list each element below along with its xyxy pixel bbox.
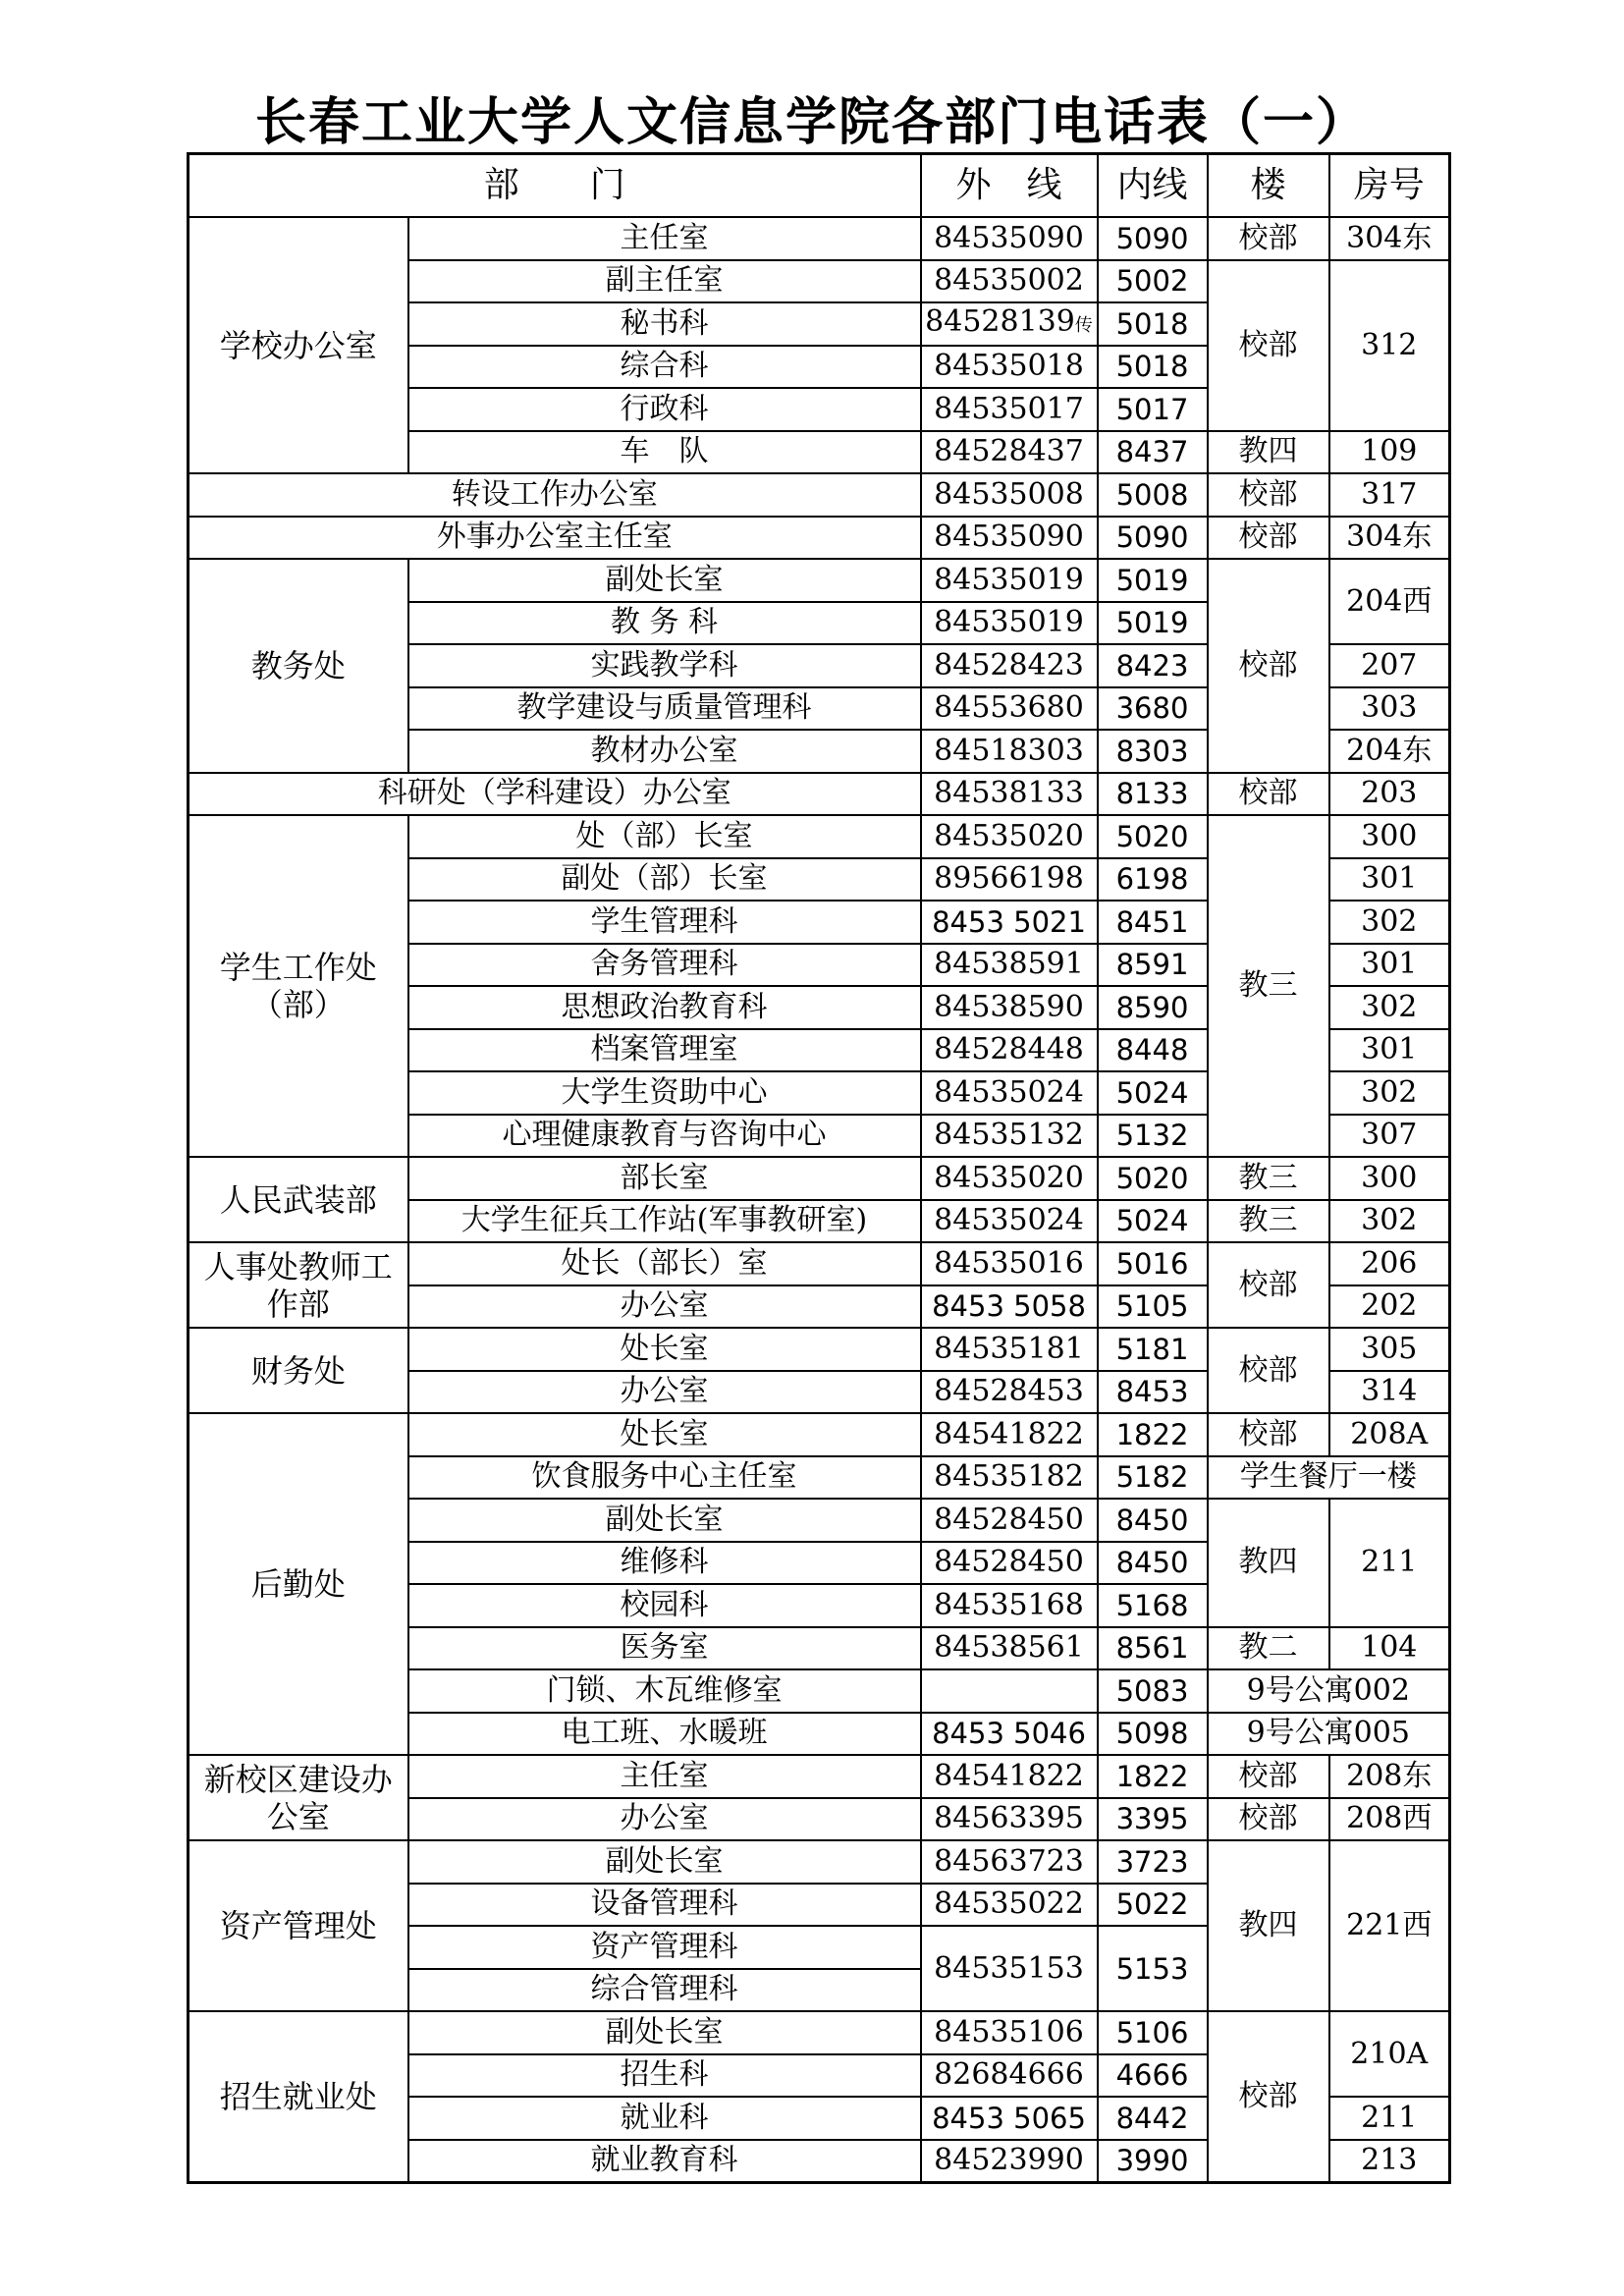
room: 207: [1329, 644, 1450, 687]
outer-line: 84535018: [921, 346, 1098, 389]
phone-directory-table: [187, 152, 1451, 2184]
sub-dept: 教材办公室: [408, 730, 921, 773]
room: 109: [1329, 431, 1450, 474]
sub-dept: 就业教育科: [408, 2140, 921, 2183]
group-name: 招生就业处: [189, 2011, 408, 2183]
outer-line: 84535106: [921, 2011, 1098, 2054]
inner-line: 5018: [1098, 346, 1208, 389]
outer-line: 84563395: [921, 1798, 1098, 1841]
outer-line: 84523990: [921, 2140, 1098, 2183]
inner-line: 3680: [1098, 687, 1208, 731]
outer-line: 84535090: [921, 217, 1098, 260]
room: 301: [1329, 944, 1450, 987]
sub-dept: 大学生征兵工作站(军事教研室): [408, 1200, 921, 1243]
inner-line: 8442: [1098, 2097, 1208, 2140]
group-name: 学校办公室: [189, 217, 408, 473]
outer-line: 82684666: [921, 2054, 1098, 2098]
outer-line: 84538591: [921, 944, 1098, 987]
inner-line: 5024: [1098, 1200, 1208, 1243]
outer-line: 84535020: [921, 1157, 1098, 1200]
inner-line: 1822: [1098, 1413, 1208, 1456]
sub-dept: 副处（部）长室: [408, 858, 921, 902]
room: 300: [1329, 1157, 1450, 1200]
sub-dept: 外事办公室主任室: [189, 517, 921, 560]
outer-line: 84535020: [921, 815, 1098, 858]
room: 211: [1329, 2097, 1450, 2140]
outer-line: 84538133: [921, 773, 1098, 816]
building: 校部: [1208, 1413, 1329, 1456]
room: 304东: [1329, 217, 1450, 260]
room: 317: [1329, 473, 1450, 517]
inner-line: 8303: [1098, 730, 1208, 773]
outer-line: [921, 1669, 1098, 1713]
sub-dept: 办公室: [408, 1798, 921, 1841]
header-building: 楼: [1208, 154, 1329, 218]
room: 206: [1329, 1242, 1450, 1285]
inner-line: 8423: [1098, 644, 1208, 687]
sub-dept: 转设工作办公室: [189, 473, 921, 517]
inner-line: 8437: [1098, 431, 1208, 474]
table-row: [189, 517, 1450, 560]
outer-line: 84535017: [921, 388, 1098, 431]
inner-line: 3990: [1098, 2140, 1208, 2183]
sub-dept: 电工班、水暖班: [408, 1713, 921, 1756]
sub-dept: 实践教学科: [408, 644, 921, 687]
outer-line: 84535181: [921, 1328, 1098, 1371]
table-row: [189, 217, 1450, 260]
outer-line: 84541822: [921, 1413, 1098, 1456]
group-name: 教务处: [189, 559, 408, 773]
outer-line: 84535182: [921, 1456, 1098, 1500]
sub-dept: 就业科: [408, 2097, 921, 2140]
inner-line: 5153: [1098, 1926, 1208, 2011]
building: 校部: [1208, 559, 1329, 773]
building: 校部: [1208, 260, 1329, 431]
header-room: 房号: [1329, 154, 1450, 218]
room: 314: [1329, 1371, 1450, 1414]
building: 校部: [1208, 1755, 1329, 1798]
location: 9号公寓005: [1208, 1713, 1450, 1756]
room: 312: [1329, 260, 1450, 431]
outer-line: 84535024: [921, 1071, 1098, 1115]
outer-line: 84535019: [921, 559, 1098, 602]
inner-line: 5020: [1098, 1157, 1208, 1200]
outer-line: 8453 5065: [921, 2097, 1098, 2140]
room: 204东: [1329, 730, 1450, 773]
inner-line: 5105: [1098, 1285, 1208, 1329]
sub-dept: 处长（部长）室: [408, 1242, 921, 1285]
table-row: [189, 1328, 1450, 1371]
sub-dept: 教学建设与质量管理科: [408, 687, 921, 731]
header-row: [189, 154, 1450, 218]
outer-line: 84535008: [921, 473, 1098, 517]
sub-dept: 副主任室: [408, 260, 921, 303]
building: 教四: [1208, 431, 1329, 474]
outer-line: 84528423: [921, 644, 1098, 687]
room: 302: [1329, 1071, 1450, 1115]
outer-number: 84528139: [925, 303, 1075, 339]
table-row: [189, 559, 1450, 602]
outer-line: 84535024: [921, 1200, 1098, 1243]
sub-dept: 办公室: [408, 1371, 921, 1414]
sub-dept: 处长室: [408, 1328, 921, 1371]
room: 302: [1329, 1200, 1450, 1243]
sub-dept: 学生管理科: [408, 901, 921, 944]
group-name: 人民武装部: [189, 1157, 408, 1242]
inner-line: 8591: [1098, 944, 1208, 987]
sub-dept: 部长室: [408, 1157, 921, 1200]
room: 221西: [1329, 1840, 1450, 2011]
room: 302: [1329, 901, 1450, 944]
location: 9号公寓002: [1208, 1669, 1450, 1713]
sub-dept: 主任室: [408, 1755, 921, 1798]
inner-line: 5020: [1098, 815, 1208, 858]
outer-line: 84535153: [921, 1926, 1098, 2011]
fax-note: 传: [1074, 314, 1093, 336]
table-row: [189, 1840, 1450, 1884]
building: 校部: [1208, 1242, 1329, 1328]
outer-line: 84563723: [921, 1840, 1098, 1884]
inner-line: 4666: [1098, 2054, 1208, 2098]
inner-line: 5132: [1098, 1115, 1208, 1158]
sub-dept: 招生科: [408, 2054, 921, 2098]
sub-dept: 办公室: [408, 1285, 921, 1329]
group-name: 后勤处: [189, 1413, 408, 1755]
sub-dept: 大学生资助中心: [408, 1071, 921, 1115]
inner-line: 5016: [1098, 1242, 1208, 1285]
room: 202: [1329, 1285, 1450, 1329]
room: 301: [1329, 1029, 1450, 1072]
sub-dept: 处（部）长室: [408, 815, 921, 858]
sub-dept: 思想政治教育科: [408, 986, 921, 1029]
page-title: 长春工业大学人文信息学院各部门电话表（一）: [254, 93, 1369, 152]
table-row: [189, 773, 1450, 816]
sub-dept: 秘书科: [408, 302, 921, 346]
inner-line: 6198: [1098, 858, 1208, 902]
outer-line: 84553680: [921, 687, 1098, 731]
building: 教三: [1208, 815, 1329, 1157]
inner-line: 8590: [1098, 986, 1208, 1029]
group-name: 资产管理处: [189, 1840, 408, 2011]
room: 104: [1329, 1627, 1450, 1670]
table-row: [189, 1413, 1450, 1456]
outer-line: 84535019: [921, 602, 1098, 645]
inner-line: 5022: [1098, 1884, 1208, 1927]
sub-dept: 教 务 科: [408, 602, 921, 645]
table-row: [189, 2011, 1450, 2054]
room: 300: [1329, 815, 1450, 858]
outer-line: 84541822: [921, 1755, 1098, 1798]
inner-line: 8450: [1098, 1499, 1208, 1542]
inner-line: 5083: [1098, 1669, 1208, 1713]
inner-line: 3395: [1098, 1798, 1208, 1841]
outer-line: 84535016: [921, 1242, 1098, 1285]
sub-dept: 医务室: [408, 1627, 921, 1670]
table-row: [189, 473, 1450, 517]
inner-line: 8561: [1098, 1627, 1208, 1670]
sub-dept: 饮食服务中心主任室: [408, 1456, 921, 1500]
room: 303: [1329, 687, 1450, 731]
inner-line: 5019: [1098, 559, 1208, 602]
building: 教四: [1208, 1840, 1329, 2011]
inner-line: 5017: [1098, 388, 1208, 431]
room: 211: [1329, 1499, 1450, 1627]
table-row: [189, 815, 1450, 858]
room: 213: [1329, 2140, 1450, 2183]
sub-dept: 行政科: [408, 388, 921, 431]
sub-dept: 主任室: [408, 217, 921, 260]
group-name: 新校区建设办公室: [189, 1755, 408, 1840]
sub-dept: 校园科: [408, 1584, 921, 1627]
outer-line: 84528448: [921, 1029, 1098, 1072]
inner-line: 5008: [1098, 473, 1208, 517]
outer-line: 84535022: [921, 1884, 1098, 1927]
inner-line: 8448: [1098, 1029, 1208, 1072]
outer-line: 89566198: [921, 858, 1098, 902]
inner-line: 5090: [1098, 517, 1208, 560]
room: 301: [1329, 858, 1450, 902]
table-row: [189, 1755, 1450, 1798]
sub-dept: 副处长室: [408, 1840, 921, 1884]
outer-line: 84528450: [921, 1542, 1098, 1585]
sub-dept: 车 队: [408, 431, 921, 474]
room: 208西: [1329, 1798, 1450, 1841]
building: 教二: [1208, 1627, 1329, 1670]
outer-line: 84535132: [921, 1115, 1098, 1158]
header-outer-line: 外 线: [921, 154, 1098, 218]
inner-line: 5168: [1098, 1584, 1208, 1627]
outer-line: [921, 302, 1098, 346]
room: 208A: [1329, 1413, 1450, 1456]
inner-line: 5002: [1098, 260, 1208, 303]
inner-line: 8453: [1098, 1371, 1208, 1414]
group-name: 财务处: [189, 1328, 408, 1413]
building: 校部: [1208, 473, 1329, 517]
outer-line: 84528453: [921, 1371, 1098, 1414]
sub-dept: 门锁、木瓦维修室: [408, 1669, 921, 1713]
outer-line: 8453 5021: [921, 901, 1098, 944]
inner-line: 5090: [1098, 217, 1208, 260]
building: 校部: [1208, 773, 1329, 816]
sub-dept: 维修科: [408, 1542, 921, 1585]
sub-dept: 副处长室: [408, 559, 921, 602]
inner-line: 5181: [1098, 1328, 1208, 1371]
outer-line: 84528437: [921, 431, 1098, 474]
sub-dept: 副处长室: [408, 1499, 921, 1542]
room: 210A: [1329, 2011, 1450, 2097]
sub-dept: 资产管理科: [408, 1926, 921, 1969]
outer-line: 84535168: [921, 1584, 1098, 1627]
group-name: 学生工作处（部）: [189, 815, 408, 1157]
inner-line: 5018: [1098, 302, 1208, 346]
sub-dept: 设备管理科: [408, 1884, 921, 1927]
room: 307: [1329, 1115, 1450, 1158]
inner-line: 5024: [1098, 1071, 1208, 1115]
building: 教三: [1208, 1200, 1329, 1243]
building: 校部: [1208, 2011, 1329, 2183]
inner-line: 8451: [1098, 901, 1208, 944]
building: 教四: [1208, 1499, 1329, 1627]
outer-line: 84518303: [921, 730, 1098, 773]
sub-dept: 科研处（学科建设）办公室: [189, 773, 921, 816]
outer-line: 8453 5046: [921, 1713, 1098, 1756]
building: 校部: [1208, 1328, 1329, 1413]
outer-line: 84538590: [921, 986, 1098, 1029]
sub-dept: 副处长室: [408, 2011, 921, 2054]
outer-line: 8453 5058: [921, 1285, 1098, 1329]
inner-line: 1822: [1098, 1755, 1208, 1798]
inner-line: 8133: [1098, 773, 1208, 816]
location: 学生餐厅一楼: [1208, 1456, 1450, 1500]
table-row: [189, 1242, 1450, 1285]
inner-line: 5098: [1098, 1713, 1208, 1756]
room: 208东: [1329, 1755, 1450, 1798]
sub-dept: 档案管理室: [408, 1029, 921, 1072]
building: 校部: [1208, 217, 1329, 260]
group-name: 人事处教师工作部: [189, 1242, 408, 1328]
inner-line: 5019: [1098, 602, 1208, 645]
outer-line: 84535002: [921, 260, 1098, 303]
room: 304东: [1329, 517, 1450, 560]
room: 203: [1329, 773, 1450, 816]
outer-line: 84538561: [921, 1627, 1098, 1670]
sub-dept: 舍务管理科: [408, 944, 921, 987]
room: 305: [1329, 1328, 1450, 1371]
building: 校部: [1208, 1798, 1329, 1841]
sub-dept: 心理健康教育与咨询中心: [408, 1115, 921, 1158]
inner-line: 3723: [1098, 1840, 1208, 1884]
building: 校部: [1208, 517, 1329, 560]
building: 教三: [1208, 1157, 1329, 1200]
outer-line: 84535090: [921, 517, 1098, 560]
inner-line: 5182: [1098, 1456, 1208, 1500]
header-dept: 部 门: [189, 154, 921, 218]
inner-line: 5106: [1098, 2011, 1208, 2054]
room: 302: [1329, 986, 1450, 1029]
inner-line: 8450: [1098, 1542, 1208, 1585]
outer-line: 84528450: [921, 1499, 1098, 1542]
sub-dept: 综合科: [408, 346, 921, 389]
sub-dept: 综合管理科: [408, 1969, 921, 2012]
sub-dept: 处长室: [408, 1413, 921, 1456]
room: 204西: [1329, 559, 1450, 644]
header-inner-line: 内线: [1098, 154, 1208, 218]
table-row: [189, 1157, 1450, 1200]
